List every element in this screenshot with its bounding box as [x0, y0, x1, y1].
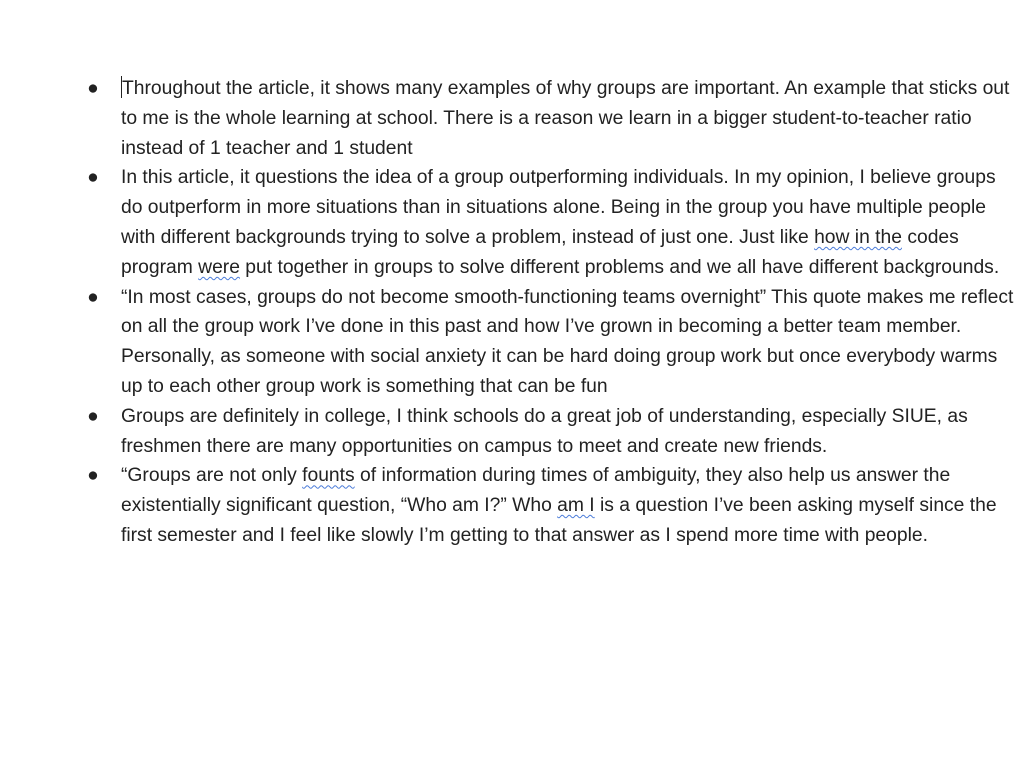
list-item[interactable]: [86, 402, 1016, 462]
bullet-icon: ●: [87, 167, 99, 189]
list-item[interactable]: [86, 74, 1016, 163]
list-item-text: Groups are definitely in college, I think schools do a great job of understanding, especially SIUE, as freshmen there are many opportunities on campus to meet and create new friends.: [121, 405, 968, 457]
list-item-text: of information during times of ambiguity, they also help us answer the existentially significant question, “Who am I?” Who: [121, 465, 951, 517]
bullet-icon: ●: [87, 405, 99, 427]
list-item[interactable]: [86, 461, 1016, 550]
bullet-list: [86, 74, 1016, 551]
list-item-text: In this article, it questions the idea of a group outperforming individuals. In my opinion, I believe groups do outperform in more situations than in situations alone. Being in the group you have multiple people with different backgrounds trying to solve a problem, instead of just one. Just like: [121, 167, 996, 248]
grammar-flagged-text[interactable]: am I: [557, 495, 595, 517]
list-item-text: “Groups are not only: [121, 465, 303, 487]
grammar-flagged-text[interactable]: were: [198, 256, 240, 278]
list-item-text: codes program: [121, 226, 959, 278]
list-item-text: “In most cases, groups do not become smooth-functioning teams overnight” This quote makes me reflect on all the group work I’ve done in this past and how I’ve grown in becoming a better team member. Personally, as someone with social anxiety it can be hard doing group work but once everybody warms up to each other group work is something that can be fun: [121, 286, 1014, 397]
list-item-text: Throughout the article, it shows many examples of why groups are important. An example that sticks out to me is the whole learning at school. There is a reason we learn in a bigger student-to-teacher ratio instead of 1 teacher and 1 student: [121, 78, 1010, 159]
grammar-flagged-text[interactable]: how in the: [814, 226, 902, 248]
spelling-flagged-text[interactable]: founts: [302, 465, 355, 487]
list-item-text: put together in groups to solve different problems and we all have different backgrounds.: [239, 256, 1000, 278]
bullet-icon: ●: [87, 465, 99, 487]
bullet-icon: ●: [87, 78, 99, 99]
list-item[interactable]: [86, 283, 1016, 402]
list-item[interactable]: [86, 163, 1016, 282]
bullet-icon: ●: [87, 286, 99, 308]
list-item-text: is a question I’ve been asking myself since the first semester and I feel like slowly I’m getting to that answer as I spend more time with people.: [121, 495, 997, 546]
